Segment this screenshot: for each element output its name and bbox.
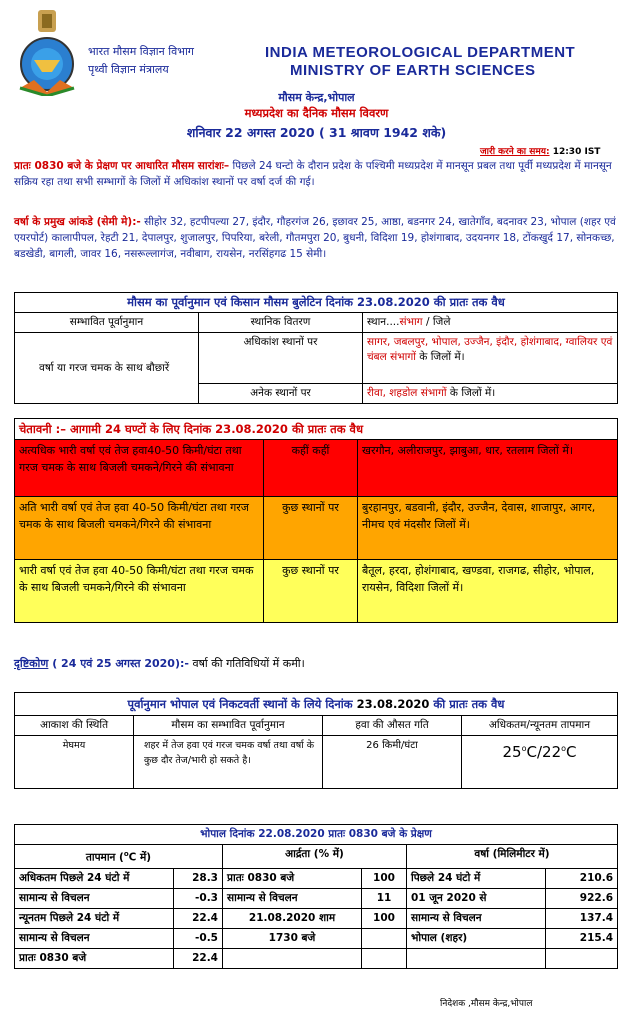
obs-label: सामान्य से विचलन <box>223 888 362 908</box>
bhopal-weather: शहर में तेज हवा एवं गरज चमक वर्षा तथा वर्षा के कुछ दौर तेज/भारी हो सकते है। <box>134 736 323 789</box>
warning-event: भारी वर्षा एवं तेज हवा 40-50 किमी/घंटा तथा गरज चमक के साथ बिजली चमकने/गिरने की संभावना <box>15 560 264 623</box>
issue-time <box>480 144 600 157</box>
obs-label: सामान्य से विचलन <box>15 888 174 908</box>
temp-max: 25 <box>502 743 522 761</box>
obs-value: -0.5 <box>174 928 223 948</box>
bhopal-col-wind: हवा की औसत गति <box>323 716 462 736</box>
obs-row <box>15 868 618 888</box>
forecast-col-places <box>363 313 618 333</box>
met-center: मौसम केन्द्र,भोपाल <box>278 91 355 104</box>
obs-value <box>362 928 407 948</box>
outlook <box>14 656 305 671</box>
obs-value: 100 <box>362 868 407 888</box>
obs-label: सामान्य से विचलन <box>15 928 174 948</box>
temp-unit: C <box>526 743 537 761</box>
forecast-places-2-list: रीवा, शहडोल संभागों <box>367 387 447 399</box>
forecast-places-1-suffix: के जिलों में। <box>415 351 465 363</box>
rainfall-text: सीहोर 32, हटपीपल्या 27, इंदौर, गौहरगंज 26, इछावर 25, आष्ठा, बडनगर 24, खातेगाँव, बदनावर 23, भोपाल (शहर एवं एयरपोर्ट) कालापीपल, रेहटी 21, देपालपुर, शुजालपुर, पिपरिया, बरेली, गौतमपुरा 20, बुधनी, विदिशा 19, होशंगाबाद, उदयनगर 18, टोंकखुर्द 17, सोनकच्छ, बडखेडी, बागली, जावर 16, नसरूल्लागंज, नवीबाग, रायसेन, नरसिंहगढ 15 सेमी। <box>14 216 616 260</box>
issue-label: जारी करने का समय: <box>480 147 550 157</box>
outlook-label: दृष्टिकोण <box>14 657 49 670</box>
warning-places: बैतूल, हरदा, होशंगाबाद, खण्डवा, राजगढ, सीहोर, भोपाल, रायसेन, विदिशा जिलों में। <box>358 560 618 623</box>
obs-label: अधिकतम पिछले 24 घंटो में <box>15 868 174 888</box>
bhopal-col-weather: मौसम का सम्भावित पूर्वानुमान <box>134 716 323 736</box>
forecast-col-places-c: / जिले <box>422 316 451 328</box>
emblem-icon <box>14 10 80 96</box>
weather-summary <box>14 158 619 190</box>
temp-unit-2: C <box>566 743 577 761</box>
bhopal-title-c: की प्रातः तक वैध <box>433 697 505 711</box>
bhopal-col-temp: अधिकतम/न्यूनतम तापमान <box>462 716 618 736</box>
bhopal-forecast-title <box>15 693 618 716</box>
obs-value: 210.6 <box>546 868 618 888</box>
forecast-dist-1: अधिकांश स्थानों पर <box>199 333 363 384</box>
temp-min: 22 <box>542 743 562 761</box>
forecast-places-2 <box>363 384 618 404</box>
bhopal-sky: मेघमय <box>15 736 134 789</box>
rainfall-summary <box>14 214 619 262</box>
obs-value: 922.6 <box>546 888 618 908</box>
org-name-english: INDIA METEOROLOGICAL DEPARTMENT <box>265 44 576 61</box>
warning-event: अत्यधिक भारी वर्षा एवं तेज हवा40-50 किमी/घंटा तथा गरज चमक के साथ बिजली चमकने/गिरने की संभावना <box>15 440 264 497</box>
outlook-dates: ( 24 एवं 25 अगस्त 2020):- <box>48 657 189 670</box>
obs-row <box>15 948 618 968</box>
rainfall-label: वर्षा के प्रमुख आंकडे (सेमी मे):- <box>14 216 141 228</box>
director-signature: निदेशक ,मौसम केन्द्र,भोपाल <box>440 999 533 1009</box>
ministry-name-hindi: पृथ्वी विज्ञान मंत्रालय <box>88 63 169 76</box>
obs-label: 01 जून 2020 से <box>407 888 546 908</box>
obs-label: 1730 बजे <box>223 928 362 948</box>
warning-places: खरगौन, अलीराजपुर, झाबुआ, धार, रतलाम जिलों में। <box>358 440 618 497</box>
bhopal-col-sky: आकाश की स्थिति <box>15 716 134 736</box>
obs-label: न्यूनतम पिछले 24 घंटो में <box>15 908 174 928</box>
obs-label <box>407 948 546 968</box>
obs-label: पिछले 24 घंटो में <box>407 868 546 888</box>
ministry-name-english: MINISTRY OF EARTH SCIENCES <box>290 62 536 79</box>
forecast-col-distribution: स्थानिक वितरण <box>199 313 363 333</box>
warning-places: बुरहानपुर, बडवानी, इंदौर, उज्जैन, देवास, शाजापुर, आगर, नीमच एवं मंदसौर जिलों में। <box>358 497 618 560</box>
warning-dist: कहीं कहीं <box>264 440 358 497</box>
obs-row <box>15 888 618 908</box>
forecast-event: वर्षा या गरज चमक के साथ बौछारें <box>15 333 199 404</box>
obs-value: 22.4 <box>174 908 223 928</box>
forecast-places-1-list: सागर, जबलपुर, भोपाल, उज्जैन, इंदौर, होशंगाबाद, ग्वालियर एवं चंबल संभागों <box>367 336 613 363</box>
obs-value: 137.4 <box>546 908 618 928</box>
forecast-table <box>14 292 618 404</box>
bhopal-temp: 25$^o$C/22$^o$C <box>462 736 618 789</box>
forecast-places-2-suffix: के जिलों में। <box>446 387 496 399</box>
observation-table <box>14 824 618 969</box>
forecast-col-places-b: संभाग <box>399 316 423 328</box>
obs-label: 21.08.2020 शाम <box>223 908 362 928</box>
report-date: शनिवार 22 अगस्त 2020 ( 31 श्रावण 1942 शके) <box>186 125 447 140</box>
obs-value: 22.4 <box>174 948 223 968</box>
warning-row-orange <box>15 497 618 560</box>
warning-event: अति भारी वर्षा एवं तेज हवा 40-50 किमी/घंटा तथा गरज चमक के साथ बिजली चमकने/गिरने की संभावना <box>15 497 264 560</box>
obs-label: प्रातः 0830 बजे <box>223 868 362 888</box>
warning-row-red <box>15 440 618 497</box>
forecast-dist-2: अनेक स्थानों पर <box>199 384 363 404</box>
forecast-col-places-a: स्थान.... <box>367 316 400 328</box>
forecast-places-1 <box>363 333 618 384</box>
bhopal-title-b: 23.08.2020 <box>352 697 434 711</box>
bhopal-title-a: पूर्वानुमान भोपाल एवं निकटवर्ती स्थानों के लिये दिनांक <box>127 697 353 711</box>
observation-title: भोपाल दिनांक 22.08.2020 प्रातः 0830 बजे के प्रेक्षण <box>15 825 618 845</box>
obs-value <box>362 948 407 968</box>
org-name-hindi: भारत मौसम विज्ञान विभाग <box>88 45 194 58</box>
obs-value: 100 <box>362 908 407 928</box>
outlook-text: वर्षा की गतिविधियों में कमी। <box>188 657 305 670</box>
summary-text: पिछले 24 घन्टो के दौरान प्रदेश के पश्चिमी मध्यप्रदेश में मानसून प्रबल तथा पूर्वी मध्यप्रदेश में मानसून सक्रिय रहा तथा सभी सम्भागों के जिलों में अधिकांश स्थानों पर वर्षा दर्ज की गई। <box>14 160 612 188</box>
obs-row <box>15 908 618 928</box>
warning-title: चेतावनी :– आगामी 24 घण्टों के लिए दिनांक 23.08.2020 की प्रातः तक वैध <box>15 419 618 440</box>
forecast-title: मौसम का पूर्वानुमान एवं किसान मौसम बुलेटिन दिनांक 23.08.2020 की प्रातः तक वैध <box>15 293 618 313</box>
obs-label: प्रातः 0830 बजे <box>15 948 174 968</box>
report-title: मध्यप्रदेश का दैनिक मौसम विवरण <box>244 106 389 120</box>
summary-label: प्रातः 0830 बजे के प्रेक्षण पर आधारित मौसम सारांशः– <box>14 160 230 172</box>
obs-value: 215.4 <box>546 928 618 948</box>
warning-table <box>14 418 618 623</box>
obs-label: सामान्य से विचलन <box>407 908 546 928</box>
obs-temp-header-b: C में) <box>128 851 152 864</box>
obs-value: 28.3 <box>174 868 223 888</box>
obs-value: -0.3 <box>174 888 223 908</box>
obs-value: 11 <box>362 888 407 908</box>
warning-row-yellow <box>15 560 618 623</box>
obs-rain-header: वर्षा (मिलिमीटर में) <box>407 845 618 869</box>
obs-label <box>223 948 362 968</box>
issue-time-value: 12:30 IST <box>552 147 601 157</box>
bhopal-forecast-table <box>14 692 618 789</box>
imd-logo <box>14 10 80 96</box>
obs-row <box>15 928 618 948</box>
obs-temp-header-a: तापमान ( <box>85 851 124 864</box>
warning-dist: कुछ स्थानों पर <box>264 560 358 623</box>
obs-label: भोपाल (शहर) <box>407 928 546 948</box>
forecast-col-event: सम्भावित पूर्वानुमान <box>15 313 199 333</box>
obs-temp-header: तापमान ($^o$C में) <box>15 845 223 869</box>
obs-value <box>546 948 618 968</box>
obs-humidity-header: आर्द्रता (% में) <box>223 845 407 869</box>
warning-dist: कुछ स्थानों पर <box>264 497 358 560</box>
bhopal-wind: 26 किमी/घंटा <box>323 736 462 789</box>
